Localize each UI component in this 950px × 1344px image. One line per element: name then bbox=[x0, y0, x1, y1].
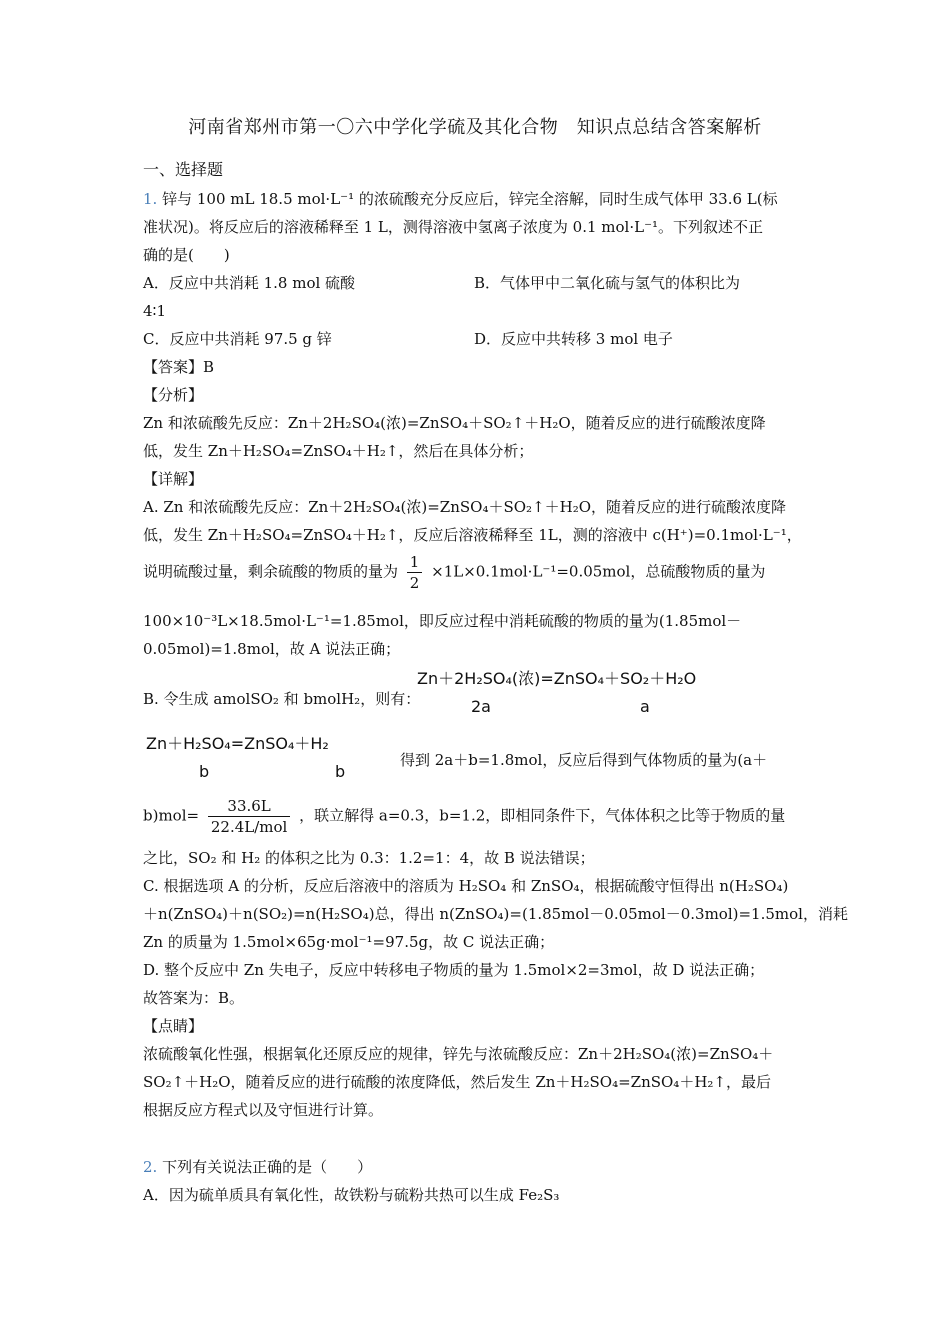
q2-number: 2. bbox=[143, 1158, 158, 1176]
gas-volume-numerator: 33.6L bbox=[208, 796, 290, 817]
q1-answer: 【答案】B bbox=[143, 358, 215, 376]
q1-option-c: C．反应中共消耗 97.5 g 锌 bbox=[143, 330, 332, 348]
gas-volume-denominator: 22.4L/mol bbox=[210, 818, 288, 836]
q1-detail-line-14: 故答案为：B。 bbox=[143, 989, 245, 1007]
q1-option-d: D．反应中共转移 3 mol 电子 bbox=[474, 330, 673, 348]
q1-number: 1. bbox=[143, 190, 158, 208]
q1-analysis-line-2: 低，发生 Zn＋H₂SO₄=ZnSO₄＋H₂↑，然后在具体分析； bbox=[143, 442, 534, 460]
equation-1: Zn＋2H₂SO₄(浓)=ZnSO₄＋SO₂＋H₂O bbox=[417, 669, 697, 688]
q1-detail-line-6: B. 令生成 amolSO₂ 和 bmolH₂，则有： bbox=[143, 690, 421, 708]
q1-detail-tag: 【详解】 bbox=[143, 470, 204, 488]
q1-stem-line-3: 确的是( ) bbox=[143, 246, 230, 264]
q1-stem-line-2: 准状况)。将反应后的溶液稀释至 1 L，测得溶液中氢离子浓度为 0.1 mol·L⁻¹。下列叙述不正 bbox=[143, 218, 763, 236]
q1-detail-line-4: 100×10⁻³L×18.5mol·L⁻¹=1.85mol，即反应过程中消耗硫酸的物质的量为(1.85mol－ bbox=[143, 612, 742, 630]
q1-option-a: A．反应中共消耗 1.8 mol 硫酸 bbox=[143, 274, 356, 292]
gas-volume-fraction bbox=[208, 796, 290, 837]
q1-detail-line-8 bbox=[143, 796, 785, 837]
equation-2-coef-b-left: b bbox=[199, 762, 210, 781]
q1-option-b: B．气体甲中二氧化硫与氢气的体积比为 bbox=[474, 274, 741, 292]
half-fraction-numerator: 1 bbox=[407, 552, 423, 573]
q1-detail-8-pre: b)mol= bbox=[143, 806, 200, 825]
q1-point-tag: 【点睛】 bbox=[143, 1017, 204, 1035]
q1-detail-3-pre: 说明硫酸过量，剩余硫酸的物质的量为 bbox=[143, 562, 399, 581]
q1-point-line-1: 浓硫酸氧化性强，根据氧化还原反应的规律，锌先与浓硫酸反应：Zn＋2H₂SO₄(浓)=ZnSO₄＋ bbox=[143, 1045, 774, 1063]
q1-point-line-2: SO₂↑＋H₂O，随着反应的进行硫酸的浓度降低，然后发生 Zn＋H₂SO₄=ZnSO₄＋H₂↑，最后 bbox=[143, 1073, 771, 1091]
q1-stem-text-1: 锌与 100 mL 18.5 mol·L⁻¹ 的浓硫酸充分反应后，锌完全溶解，同时生成气体甲 33.6 L(标 bbox=[162, 190, 778, 208]
q1-detail-line-5: 0.05mol)=1.8mol，故 A 说法正确； bbox=[143, 640, 401, 658]
half-fraction bbox=[407, 552, 423, 593]
q1-detail-line-7: 得到 2a＋b=1.8mol，反应后得到气体物质的量为(a＋ bbox=[400, 751, 768, 769]
q1-detail-line-13: D. 整个反应中 Zn 失电子，反应中转移电子物质的量为 1.5mol×2=3mol，故 D 说法正确； bbox=[143, 961, 765, 979]
q1-detail-line-2: 低，发生 Zn＋H₂SO₄=ZnSO₄＋H₂↑，反应后溶液稀释至 1L，测的溶液中 c(H⁺)=0.1mol·L⁻¹， bbox=[143, 526, 802, 544]
equation-1-coef-a: a bbox=[640, 697, 650, 716]
q1-detail-3-post: ×1L×0.1mol·L⁻¹=0.05mol，总硫酸物质的量为 bbox=[431, 562, 766, 581]
q1-detail-line-1: A. Zn 和浓硫酸先反应：Zn＋2H₂SO₄(浓)=ZnSO₄＋SO₂↑＋H₂O，随着反应的进行硫酸浓度降 bbox=[143, 498, 787, 516]
equation-2: Zn＋H₂SO₄=ZnSO₄＋H₂ bbox=[146, 734, 329, 753]
q1-detail-line-3 bbox=[143, 552, 765, 593]
half-fraction-denominator: 2 bbox=[409, 574, 420, 592]
q1-analysis-line-1: Zn 和浓硫酸先反应：Zn＋2H₂SO₄(浓)=ZnSO₄＋SO₂↑＋H₂O，随着反应的进行硫酸浓度降 bbox=[143, 414, 766, 432]
q1-detail-line-11: ＋n(ZnSO₄)＋n(SO₂)=n(H₂SO₄)总，得出 n(ZnSO₄)=(1.85mol－0.05mol－0.3mol)=1.5mol，消耗 bbox=[143, 905, 848, 923]
q1-detail-line-9: 之比，SO₂ 和 H₂ 的体积之比为 0.3：1.2=1：4，故 B 说法错误； bbox=[143, 849, 595, 867]
q1-detail-8-post: ，联立解得 a=0.3，b=1.2，即相同条件下，气体体积之比等于物质的量 bbox=[299, 806, 786, 825]
q1-analysis-tag: 【分析】 bbox=[143, 386, 204, 404]
q2-stem-text: 下列有关说法正确的是（ ） bbox=[162, 1158, 373, 1176]
equation-1-coef-2a: 2a bbox=[471, 697, 491, 716]
q1-detail-line-10: C. 根据选项 A 的分析，反应后溶液中的溶质为 H₂SO₄ 和 ZnSO₄，根据硫酸守恒得出 n(H₂SO₄) bbox=[143, 877, 789, 895]
q1-option-b-cont: 4∶1 bbox=[143, 302, 166, 320]
q1-detail-line-12: Zn 的质量为 1.5mol×65g·mol⁻¹=97.5g，故 C 说法正确； bbox=[143, 933, 555, 951]
q1-point-line-3: 根据反应方程式以及守恒进行计算。 bbox=[143, 1101, 384, 1119]
q1-stem-line-1 bbox=[143, 189, 778, 209]
q2-stem-line bbox=[143, 1157, 372, 1177]
page-title: 河南省郑州市第一〇六中学化学硫及其化合物 知识点总结含答案解析 bbox=[188, 117, 762, 138]
q2-option-a: A．因为硫单质具有氧化性，故铁粉与硫粉共热可以生成 Fe₂S₃ bbox=[143, 1186, 560, 1204]
equation-2-coef-b-right: b bbox=[335, 762, 346, 781]
section-heading: 一、选择题 bbox=[143, 160, 224, 179]
